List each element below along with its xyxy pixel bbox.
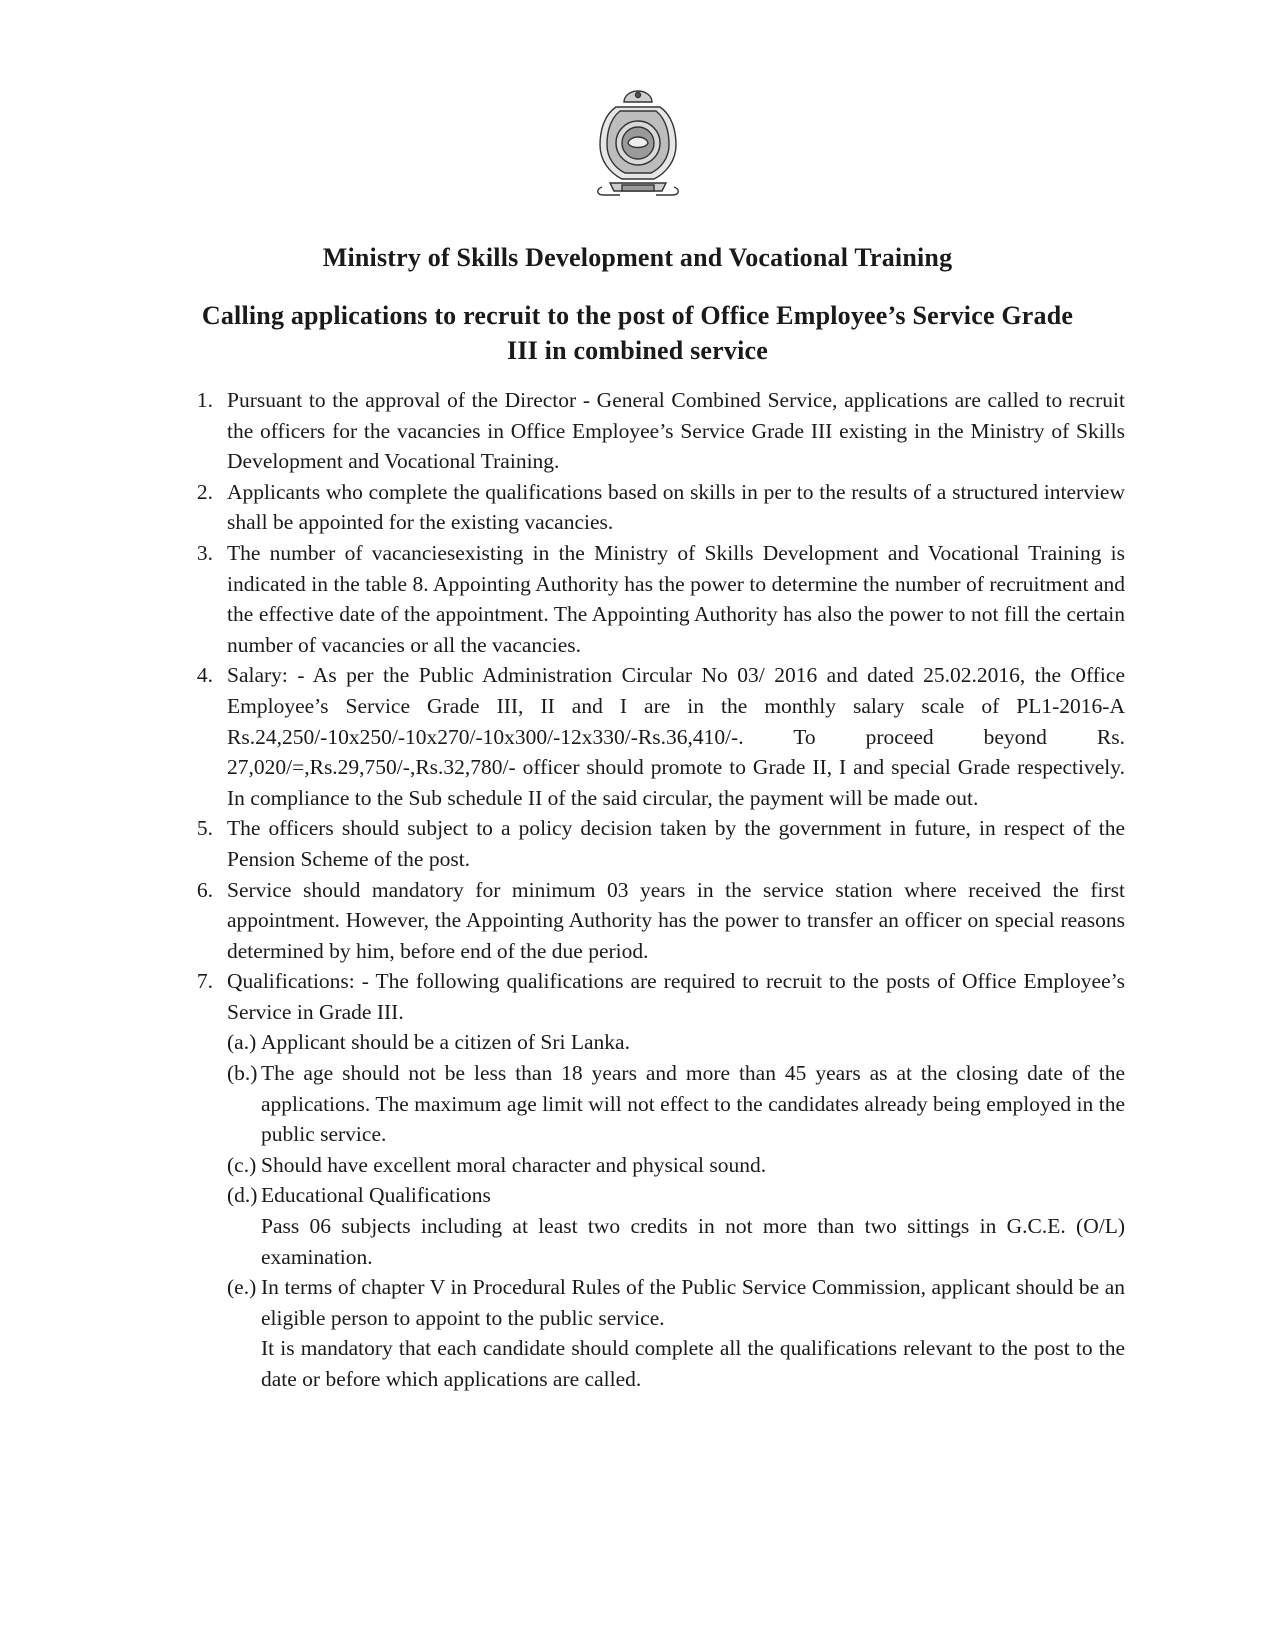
sub-item-e: [227, 1272, 1125, 1333]
item-number: 3.: [196, 540, 213, 565]
sub-item-c: [227, 1150, 1125, 1181]
sub-item-text: In terms of chapter V in Procedural Rules of the Public Service Commission, applicant should be an eligible person to appoint to the public service.: [261, 1275, 1125, 1330]
item-text: The number of vacanciesexisting in the Ministry of Skills Development and Vocational Training is indicated in the table 8. Appointing Authority has the power to determine the number of recruitment and the effective date of the appointment. The Appointing Authority has also the power to not fill the certain number of vacancies or all the vacancies.: [227, 540, 1125, 657]
sub-item-label: (a.): [227, 1030, 257, 1055]
list-item-qualifications: [180, 966, 1125, 1394]
item-number: 2.: [196, 479, 213, 504]
item-number: 5.: [196, 816, 213, 841]
sub-item-a: [227, 1027, 1125, 1058]
state-emblem-icon: [586, 87, 690, 199]
item-text: Qualifications: - The following qualifications are required to recruit to the posts of Office Employee’s Service in Grade III.: [227, 969, 1125, 1024]
sub-item-e-detail: It is mandatory that each candidate should complete all the qualifications relevant to the post to the date or before which applications are called.: [261, 1336, 1125, 1391]
item-number: 4.: [196, 663, 213, 688]
list-item: [180, 813, 1125, 874]
list-item: [180, 385, 1125, 477]
sub-item-d: [227, 1180, 1125, 1211]
item-number: 6.: [196, 877, 213, 902]
page-title: [150, 298, 1125, 368]
title-line-1: Calling applications to recruit to the post of Office Employee’s Service Grade: [201, 301, 1074, 330]
list-item: [180, 660, 1125, 813]
item-number: 7.: [196, 969, 213, 994]
item-text: Salary: - As per the Public Administration Circular No 03/ 2016 and dated 25.02.2016, the Office Employee’s Service Grade III, II and I are in the monthly salary scale of PL1-2016-A Rs.24,250/-10x250/-10x270/-10x300/-12x330/-Rs.36,410/-. To proceed beyond Rs. 27,020/=,Rs.29,750/-,Rs.32,780/- officer should promote to Grade II, I and special Grade respectively. In compliance to the Sub schedule II of the said circular, the payment will be made out.: [227, 663, 1125, 810]
item-text: Applicants who complete the qualifications based on skills in per to the results of a structured interview shall be appointed for the existing vacancies.: [227, 479, 1125, 535]
sub-item-text: Educational Qualifications: [261, 1183, 491, 1208]
sub-item-label: (d.): [227, 1183, 258, 1208]
list-item: [180, 538, 1125, 660]
item-number: 1.: [196, 388, 213, 412]
list-item: [180, 875, 1125, 967]
list-item: [180, 477, 1125, 538]
conditions-list: [180, 385, 1125, 1395]
sub-item-label: (e.): [227, 1275, 257, 1300]
sub-item-label: (b.): [227, 1061, 258, 1086]
sub-item-b: [227, 1058, 1125, 1150]
item-text: The officers should subject to a policy decision taken by the government in future, in respect of the Pension Scheme of the post.: [227, 816, 1125, 871]
item-text: Pursuant to the approval of the Director - General Combined Service, applications are called to recruit the officers for the vacancies in Office Employee’s Service Grade III existing in the Ministry of Skills Development and Vocational Training.: [227, 388, 1125, 474]
sub-item-text: Applicant should be a citizen of Sri Lanka.: [261, 1030, 630, 1055]
sub-item-d-detail: Pass 06 subjects including at least two credits in not more than two sittings in G.C.E. (O/L) examination.: [261, 1214, 1125, 1269]
ministry-heading: Ministry of Skills Development and Vocational Training: [322, 243, 953, 272]
sub-item-text: The age should not be less than 18 years and more than 45 years as at the closing date of the applications. The maximum age limit will not effect to the candidates already being employed in the public service.: [261, 1061, 1125, 1147]
item-text: Service should mandatory for minimum 03 years in the service station where received the first appointment. However, the Appointing Authority has the power to transfer an officer on special reasons determined by him, before end of the due period.: [227, 877, 1125, 963]
sub-item-text: Should have excellent moral character and physical sound.: [261, 1152, 767, 1177]
sub-item-label: (c.): [227, 1152, 257, 1177]
title-line-2: III in combined service: [507, 336, 768, 365]
